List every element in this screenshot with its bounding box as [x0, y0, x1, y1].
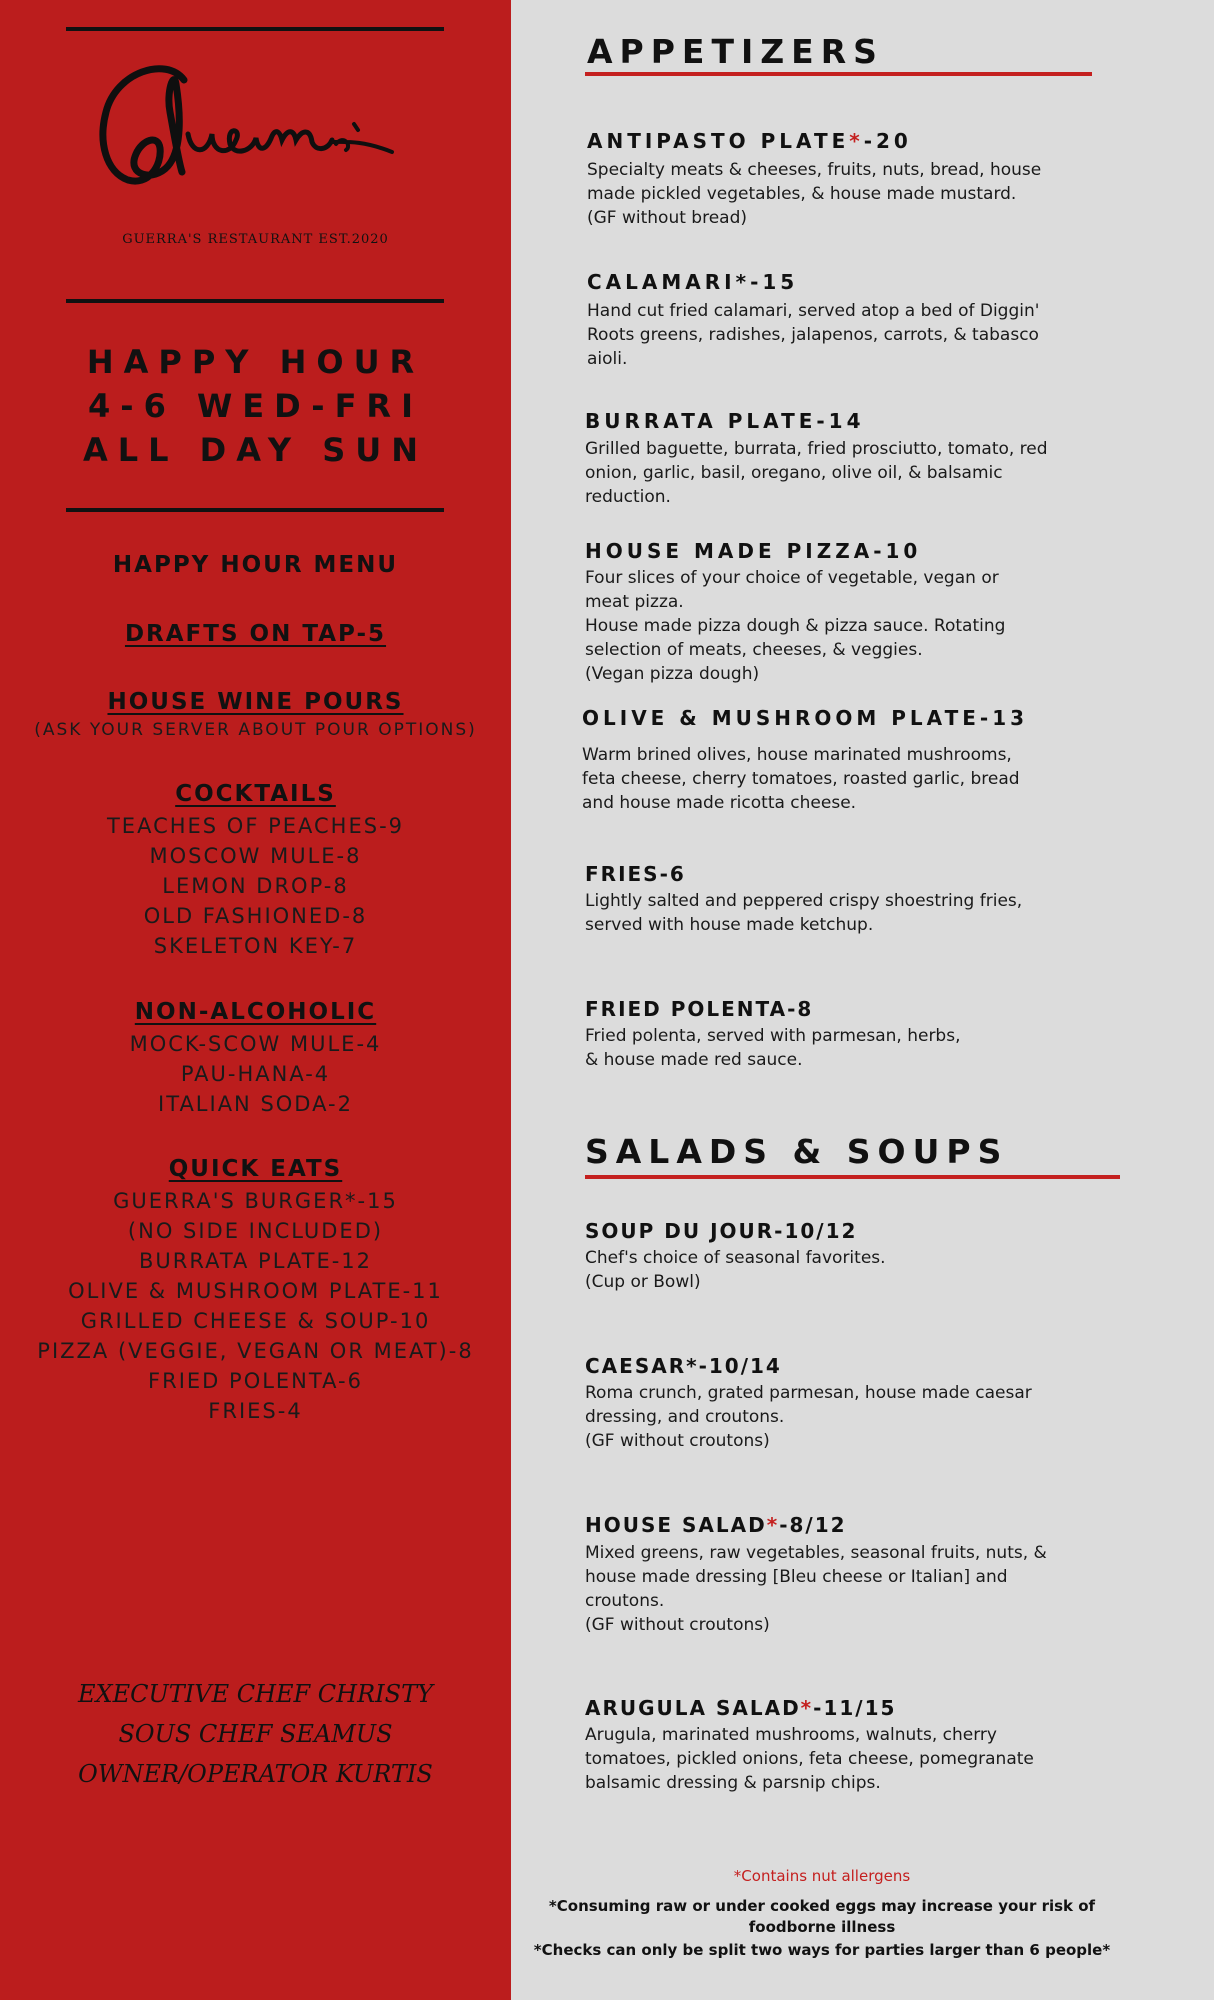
credit-sous-chef: SOUS CHEF SEAMUS: [118, 1720, 393, 1748]
menu-item-description: Lightly salted and peppered crispy shoestring fries, served with house made ketchup.: [585, 891, 1023, 935]
menu-item-title: CALAMARI*-15: [587, 270, 799, 294]
cocktail-item: MOSCOW MULE-8: [149, 844, 362, 868]
menu-item-title: BURRATA PLATE-14: [585, 409, 865, 433]
quick-eats-item: GRILLED CHEESE & SOUP-10: [80, 1309, 431, 1333]
logo-subtitle: GUERRA'S RESTAURANT EST.2020: [122, 232, 389, 247]
divider-3: [66, 508, 444, 512]
non-alcoholic-item: PAU-HANA-4: [180, 1062, 331, 1086]
cocktail-item: TEACHES OF PEACHES-9: [106, 814, 405, 838]
menu-item-title: SOUP DU JOUR-10/12: [585, 1219, 858, 1243]
menu-item-description: Hand cut fried calamari, served atop a bed of Diggin' Roots greens, radishes, jalapenos, carrots, & tabasco aioli.: [587, 301, 1040, 369]
menu-item-title: HOUSE SALAD*-8/12: [585, 1513, 847, 1537]
menu-item-description: Warm brined olives, house marinated mushrooms, feta cheese, cherry tomatoes, roasted garlic, bread and house made ricotta cheese.: [582, 745, 1020, 813]
cocktail-item: OLD FASHIONED-8: [143, 904, 368, 928]
top-divider: [66, 27, 444, 31]
menu-item-title: FRIES-6: [585, 862, 686, 886]
menu-item-title: CAESAR*-10/14: [585, 1354, 782, 1378]
quick-eats-heading: QUICK EATS: [168, 1156, 343, 1182]
menu-item-title: ANTIPASTO PLATE*-20: [587, 129, 912, 153]
happy-hour-line-3: ALL DAY SUN: [82, 431, 429, 469]
cocktail-item: SKELETON KEY-7: [153, 934, 358, 958]
salads-soups-heading: SALADS & SOUPS: [585, 1132, 1009, 1171]
non-alcoholic-item: MOCK-SCOW MULE-4: [129, 1032, 382, 1056]
credit-executive-chef: EXECUTIVE CHEF CHRISTY: [78, 1680, 433, 1708]
menu-item-description: Grilled baguette, burrata, fried prosciutto, tomato, red onion, garlic, basil, oregano, olive oil, & balsamic reduction.: [585, 439, 1048, 507]
cocktail-item: LEMON DROP-8: [162, 874, 349, 898]
happy-hour-line-1: HAPPY HOUR: [86, 343, 425, 381]
menu-item-title: FRIED POLENTA-8: [585, 997, 814, 1021]
raw-eggs-note: *Consuming raw or under cooked eggs may increase your risk of foodborne illness: [548, 1897, 1096, 1936]
appetizers-heading: APPETIZERS: [587, 32, 884, 71]
restaurant-logo: [96, 62, 406, 192]
quick-eats-item: BURRATA PLATE-12: [138, 1249, 373, 1273]
credit-owner: OWNER/OPERATOR KURTIS: [78, 1760, 433, 1788]
quick-eats-item: GUERRA'S BURGER*-15: [113, 1189, 398, 1213]
menu-item-description: Arugula, marinated mushrooms, walnuts, cherry tomatoes, pickled onions, feta cheese, pomegranate balsamic dressing & parsnip chips.: [585, 1725, 1034, 1793]
appetizers-underline: [585, 72, 1092, 76]
divider-2: [66, 299, 444, 303]
cocktails-heading: COCKTAILS: [175, 781, 336, 807]
menu-item-title: HOUSE MADE PIZZA-10: [585, 539, 922, 563]
menu-item-description: Fried polenta, served with parmesan, herbs, & house made red sauce.: [585, 1026, 961, 1070]
menu-item-title: OLIVE & MUSHROOM PLATE-13: [582, 706, 1029, 730]
happy-hour-menu-title: HAPPY HOUR MENU: [112, 552, 399, 578]
house-wine-heading: HOUSE WINE POURS: [107, 689, 404, 715]
menu-item-title: ARUGULA SALAD*-11/15: [585, 1696, 897, 1720]
non-alcoholic-heading: NON-ALCOHOLIC: [134, 999, 377, 1025]
nut-allergen-note: *Contains nut allergens: [733, 1867, 911, 1885]
split-checks-note: *Checks can only be split two ways for parties larger than 6 people*: [533, 1941, 1111, 1959]
wine-note: (ASK YOUR SERVER ABOUT POUR OPTIONS): [34, 720, 477, 740]
salads-soups-underline: [585, 1175, 1120, 1179]
menu-item-description: Chef's choice of seasonal favorites. (Cup or Bowl): [585, 1248, 886, 1292]
drafts-heading: DRAFTS ON TAP-5: [124, 621, 387, 647]
quick-eats-item: FRIES-4: [208, 1399, 303, 1423]
menu-item-description: Four slices of your choice of vegetable, vegan or meat pizza. House made pizza dough & pizza sauce. Rotating selection of meats, cheeses, & veggies. (Vegan pizza dough): [585, 568, 1006, 684]
menu-item-description: Roma crunch, grated parmesan, house made caesar dressing, and croutons. (GF without croutons): [585, 1383, 1032, 1451]
quick-eats-item: FRIED POLENTA-6: [148, 1369, 363, 1393]
happy-hour-line-2: 4-6 WED-FRI: [88, 387, 423, 425]
menu-item-description: Mixed greens, raw vegetables, seasonal fruits, nuts, & house made dressing [Bleu cheese or Italian] and croutons. (GF without croutons): [585, 1543, 1047, 1635]
menu-item-description: Specialty meats & cheeses, fruits, nuts, bread, house made pickled vegetables, & house made mustard. (GF without bread): [587, 160, 1042, 228]
quick-eats-item: PIZZA (VEGGIE, VEGAN OR MEAT)-8: [37, 1339, 474, 1363]
quick-eats-item: OLIVE & MUSHROOM PLATE-11: [68, 1279, 443, 1303]
quick-eats-item: (NO SIDE INCLUDED): [127, 1219, 384, 1243]
non-alcoholic-item: ITALIAN SODA-2: [158, 1092, 353, 1116]
